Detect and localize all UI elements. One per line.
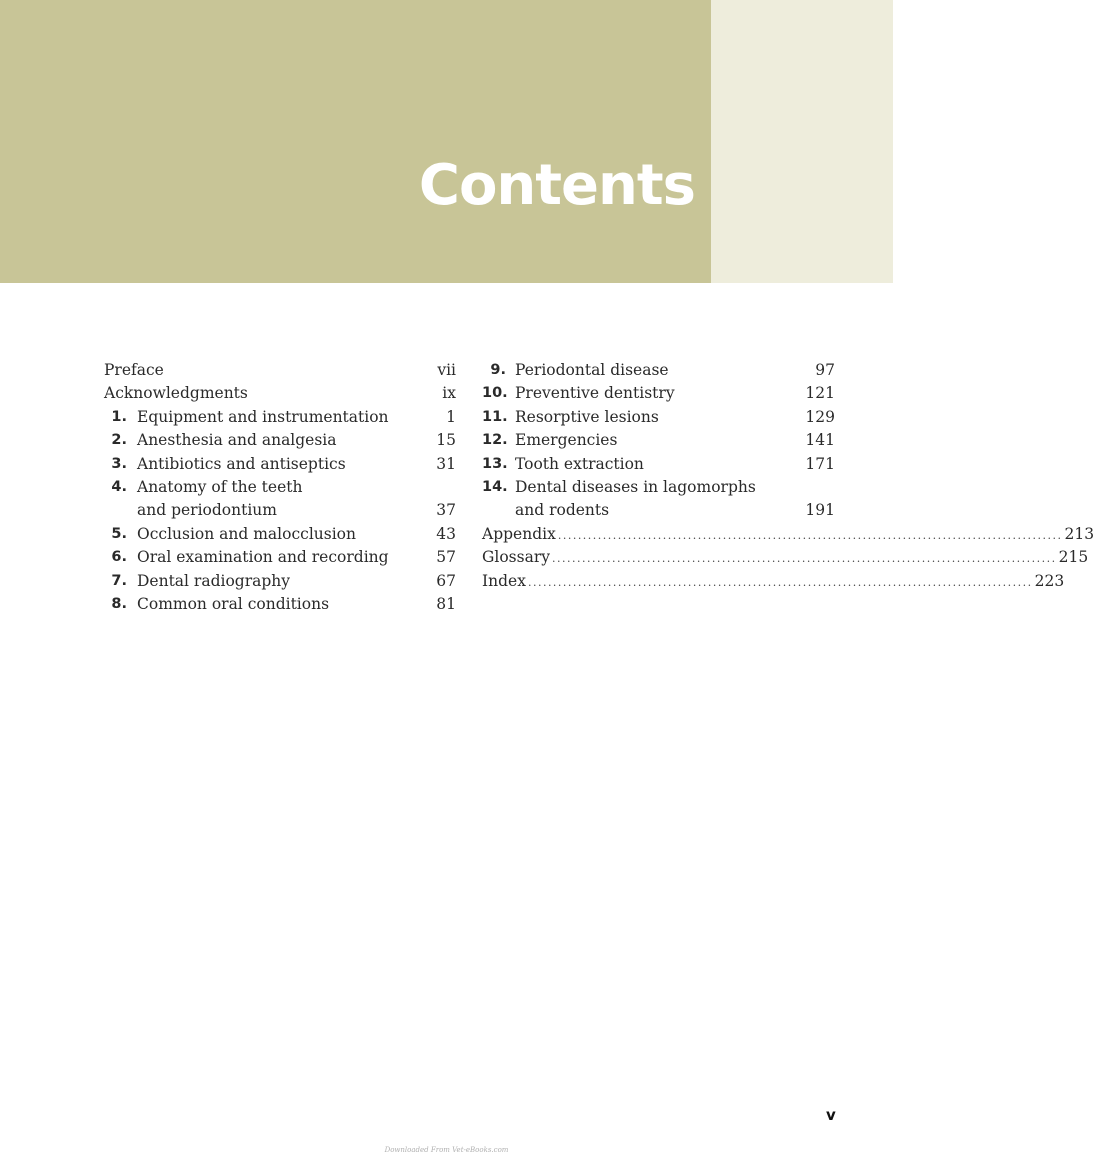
toc-entry-title: Appendix — [482, 524, 556, 543]
toc-entry-chapter-6[interactable] — [104, 546, 456, 569]
toc-entry-title: Acknowledgments — [104, 384, 248, 403]
toc-entry-page: 191 — [805, 501, 835, 520]
toc-entry-title-continued: and periodontium — [137, 501, 277, 520]
chapter-number: 11. — [482, 408, 508, 425]
toc-entry-page: 15 — [436, 431, 456, 450]
chapter-number: 13. — [482, 455, 508, 472]
chapter-number: 9. — [490, 362, 506, 378]
toc-entry-chapter-1[interactable] — [104, 406, 456, 429]
toc-entry-title: Dental radiography — [137, 571, 291, 590]
toc-entry-page: vii — [437, 361, 456, 379]
toc-entry-page: 97 — [815, 361, 835, 379]
toc-entry-chapter-13[interactable] — [482, 453, 835, 476]
toc-entry-chapter-7[interactable] — [104, 570, 456, 593]
toc-entry-page: 171 — [805, 454, 835, 473]
toc-entry-chapter-10[interactable] — [482, 382, 835, 405]
header-band — [0, 0, 711, 283]
toc-left-column — [104, 359, 456, 616]
toc-entry-page: 121 — [805, 384, 835, 403]
toc-entry-title: Emergencies — [515, 431, 618, 450]
toc-entry-title: Anatomy of the teeth — [137, 477, 303, 496]
toc-entry-title: Preventive dentistry — [515, 384, 675, 403]
toc-entry-title: Occlusion and malocclusion — [137, 524, 356, 543]
toc-entry-page: 129 — [805, 407, 835, 426]
toc-entry-preface[interactable] — [104, 359, 456, 382]
chapter-number: 10. — [482, 385, 508, 402]
toc-entry-acknowledgments[interactable] — [104, 382, 456, 405]
toc-entry-glossary[interactable] — [482, 546, 1089, 569]
chapter-number: 4. — [111, 478, 127, 495]
toc-entry-title: Preface — [104, 361, 164, 379]
toc-entry-chapter-4-continued[interactable] — [104, 499, 456, 522]
toc-entry-title: Equipment and instrumentation — [137, 407, 389, 426]
toc-entry-title: Oral examination and recording — [137, 548, 389, 567]
toc-entry-page: 141 — [805, 431, 835, 450]
toc-entry-title: Periodontal disease — [515, 361, 669, 379]
chapter-number: 14. — [482, 478, 508, 495]
toc-entry-chapter-14[interactable] — [482, 476, 835, 499]
toc-entry-index[interactable] — [482, 570, 1065, 593]
toc-entry-title: Index — [482, 571, 526, 590]
toc-entry-page: 57 — [436, 548, 456, 567]
header-side-band — [711, 0, 893, 283]
chapter-number: 1. — [111, 408, 127, 425]
toc-entry-title: Dental diseases in lagomorphs — [515, 477, 756, 496]
dot-leader: ..................................................................................................... — [552, 552, 1057, 566]
chapter-number: 7. — [111, 572, 127, 589]
chapter-number: 6. — [111, 549, 127, 566]
toc-entry-page: 37 — [436, 501, 456, 520]
toc-entry-title: Glossary — [482, 548, 550, 567]
toc-entry-page: 213 — [1064, 524, 1094, 543]
page-folio: v — [826, 1106, 836, 1124]
toc-entry-page: 67 — [436, 571, 456, 590]
toc-entry-title: Tooth extraction — [515, 454, 644, 473]
toc-entry-page: 223 — [1034, 571, 1065, 590]
toc-entry-chapter-14-continued[interactable] — [482, 499, 835, 522]
toc-entry-chapter-3[interactable] — [104, 453, 456, 476]
page-title: Contents — [418, 153, 695, 218]
chapter-number: 12. — [482, 432, 508, 449]
chapter-number: 5. — [111, 525, 127, 542]
toc-entry-chapter-8[interactable] — [104, 593, 456, 616]
toc-entry-chapter-9[interactable] — [482, 359, 835, 382]
toc-right-column — [482, 359, 1094, 593]
toc-entry-chapter-11[interactable] — [482, 406, 835, 429]
toc-entry-chapter-12[interactable] — [482, 429, 835, 452]
chapter-number: 3. — [111, 455, 127, 472]
toc-entry-page: 215 — [1058, 548, 1089, 567]
chapter-number: 8. — [111, 595, 127, 612]
toc-entry-chapter-4[interactable] — [104, 476, 456, 499]
toc-entry-title: Resorptive lesions — [515, 407, 659, 426]
toc-entry-page: 81 — [436, 594, 456, 613]
toc-entry-page: 31 — [436, 454, 456, 473]
toc-entry-appendix[interactable] — [482, 523, 1094, 546]
dot-leader: ..................................................................................................... — [557, 528, 1063, 542]
download-watermark: Downloaded From Vet-eBooks.com — [384, 1146, 509, 1154]
toc-entry-title: Antibiotics and antiseptics — [137, 454, 346, 473]
toc-entry-title: Common oral conditions — [137, 594, 330, 613]
toc-entry-title: Anesthesia and analgesia — [137, 431, 337, 450]
toc-entry-page: ix — [442, 384, 456, 403]
toc-entry-chapter-5[interactable] — [104, 523, 456, 546]
toc-entry-chapter-2[interactable] — [104, 429, 456, 452]
dot-leader: ..................................................................................................... — [527, 575, 1033, 589]
toc-entry-page: 1 — [446, 407, 456, 426]
toc-entry-title-continued: and rodents — [515, 501, 610, 520]
chapter-number: 2. — [111, 432, 127, 449]
toc-entry-page: 43 — [436, 524, 456, 543]
